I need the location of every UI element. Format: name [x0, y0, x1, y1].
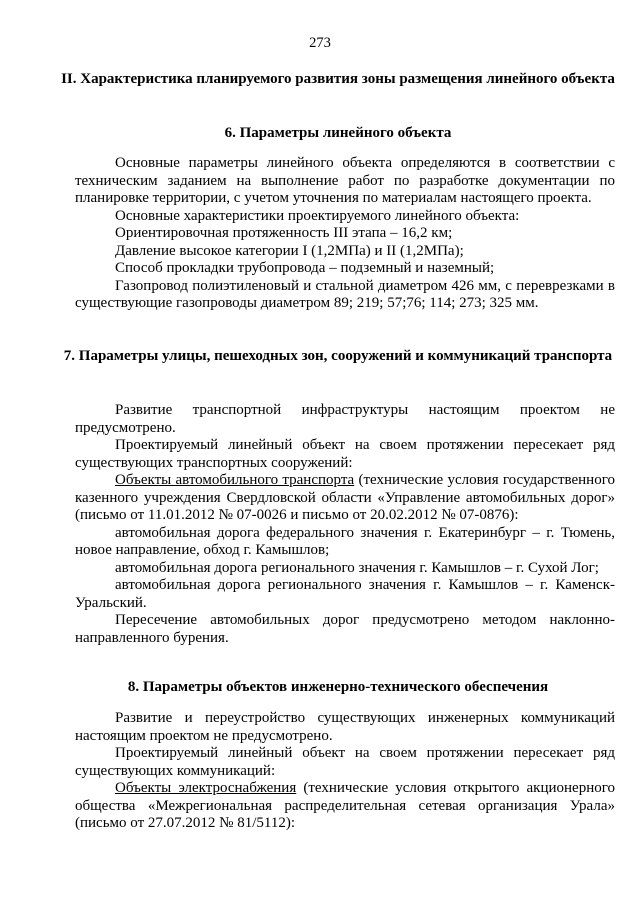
paragraph [75, 780, 615, 833]
paragraph: Ориентировочная протяженность III этапа – 16,2 км; [115, 225, 453, 241]
section-8-body [75, 710, 615, 833]
paragraph: Способ прокладки трубопровода – подземный и наземный; [115, 260, 495, 276]
section-2-title: II. Характеристика планируемого развития зоны размещения линейного объекта [61, 71, 615, 87]
power-objects-heading: Объекты электроснабжения [115, 780, 297, 796]
section-6-title: 6. Параметры линейного объекта [224, 125, 452, 141]
paragraph: Основные параметры линейного объекта определяются в соответствии с техническим заданием на выполнение работ по разработке документации по планировке территории, с учетом уточнения по материалам настоящего проекта. [75, 155, 615, 206]
page-number: 273 [309, 35, 331, 51]
paragraph: Проектируемый линейный объект на своем протяжении пересекает ряд существующих коммуникаций: [75, 745, 615, 779]
section-7-title: 7. Параметры улицы, пешеходных зон, сооружений и коммуникаций транспорта [63, 348, 613, 364]
paragraph: Основные характеристики проектируемого линейного объекта: [115, 207, 520, 224]
road-objects-text: (технические условия государственного казенного учреждения Свердловской области «Управление автомобильных дорог» (письмо от 11.01.2012 № 07-0026 и письмо от 20.02.2012 № 07-0876): [75, 472, 615, 523]
paragraph: Проектируемый линейный объект на своем протяжении пересекает ряд существующих транспортных сооружений: [75, 437, 615, 471]
paragraph: Давление высокое категории I (1,2МПа) и II (1,2МПа); [115, 242, 464, 259]
road-objects-heading: Объекты автомобильного транспорта [115, 472, 355, 488]
road-item: автомобильная дорога регионального значения г. Камышлов – г. Сухой Лог; [115, 559, 599, 576]
section-8-title: 8. Параметры объектов инженерно-технического обеспечения [127, 679, 549, 695]
power-objects-text: (технические условия открытого акционерного общества «Межрегиональная распределительная сетевая организация Урала» (письмо от 27.07.2012 № 81/5112): [75, 780, 615, 831]
section-6-body [75, 155, 615, 313]
paragraph [75, 472, 615, 525]
paragraph: Газопровод полиэтиленовый и стальной диаметром 426 мм, с переврезками в существующие газопроводы диаметром 89; 219; 57;76; 114; 273; 325 мм. [75, 277, 615, 311]
road-item: автомобильная дорога федерального значения г. Екатеринбург – г. Тюмень, новое направление, обход г. Камышлов; [75, 524, 615, 558]
paragraph: Пересечение автомобильных дорог предусмотрено методом наклонно-направленного бурения. [75, 612, 615, 646]
paragraph: Развитие транспортной инфраструктуры настоящим проектом не предусмотрено. [75, 402, 615, 436]
paragraph: Развитие и переустройство существующих инженерных коммуникаций настоящим проектом не предусмотрено. [75, 710, 615, 744]
section-7-body [75, 402, 615, 647]
road-item: автомобильная дорога регионального значения г. Камышлов – г. Каменск-Уральский. [75, 577, 615, 611]
